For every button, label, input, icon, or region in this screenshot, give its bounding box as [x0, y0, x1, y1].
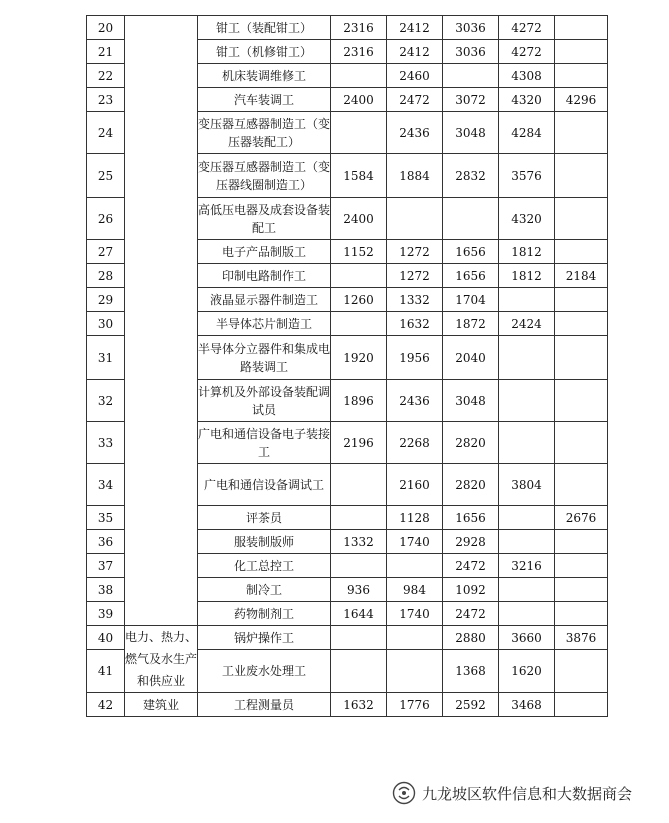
wage-value-cell	[499, 530, 555, 554]
wage-value-cell: 1260	[331, 288, 387, 312]
row-number: 40	[87, 626, 125, 650]
wage-value-cell: 2460	[387, 64, 443, 88]
row-number: 27	[87, 240, 125, 264]
occupation-name: 印制电路制作工	[198, 264, 331, 288]
row-number: 22	[87, 64, 125, 88]
wage-value-cell	[499, 602, 555, 626]
wage-value-cell: 1656	[443, 506, 499, 530]
wage-value-cell: 2820	[443, 422, 499, 464]
wage-value-cell: 1896	[331, 380, 387, 422]
industry-cell: 建筑业	[125, 693, 198, 717]
wage-value-cell: 1920	[331, 336, 387, 380]
wage-value-cell: 2040	[443, 336, 499, 380]
wage-table	[86, 15, 608, 717]
wage-value-cell: 2880	[443, 626, 499, 650]
wage-value-cell	[555, 198, 608, 240]
wage-value-cell	[555, 602, 608, 626]
wage-value-cell: 3216	[499, 554, 555, 578]
wage-value-cell: 2472	[443, 554, 499, 578]
wage-value-cell: 3804	[499, 464, 555, 506]
occupation-name: 高低压电器及成套设备装配工	[198, 198, 331, 240]
wage-value-cell	[555, 112, 608, 154]
wage-value-cell	[331, 506, 387, 530]
wage-value-cell: 984	[387, 578, 443, 602]
wage-value-cell	[555, 464, 608, 506]
wage-value-cell: 1740	[387, 602, 443, 626]
occupation-name: 钳工（机修钳工）	[198, 40, 331, 64]
occupation-name: 机床装调维修工	[198, 64, 331, 88]
wage-value-cell	[555, 154, 608, 198]
wage-value-cell	[499, 578, 555, 602]
row-number: 34	[87, 464, 125, 506]
row-number: 39	[87, 602, 125, 626]
row-number: 42	[87, 693, 125, 717]
wage-value-cell: 3072	[443, 88, 499, 112]
wage-value-cell: 4272	[499, 16, 555, 40]
wage-value-cell: 2820	[443, 464, 499, 506]
wage-value-cell: 3876	[555, 626, 608, 650]
wage-value-cell: 4320	[499, 88, 555, 112]
occupation-name: 半导体分立器件和集成电路装调工	[198, 336, 331, 380]
row-number: 20	[87, 16, 125, 40]
wage-value-cell: 1872	[443, 312, 499, 336]
wage-value-cell: 1128	[387, 506, 443, 530]
wage-value-cell: 2436	[387, 380, 443, 422]
table-row	[87, 693, 608, 717]
row-number: 28	[87, 264, 125, 288]
occupation-name: 液晶显示器件制造工	[198, 288, 331, 312]
wage-value-cell	[555, 288, 608, 312]
row-number: 26	[87, 198, 125, 240]
wage-value-cell: 1332	[387, 288, 443, 312]
occupation-name: 钳工（装配钳工）	[198, 16, 331, 40]
wage-value-cell	[499, 422, 555, 464]
wage-value-cell	[555, 650, 608, 693]
wage-value-cell	[499, 336, 555, 380]
footer-watermark	[392, 781, 632, 805]
footer-text: 九龙坡区软件信息和大数据商会	[422, 784, 633, 803]
wage-value-cell: 2184	[555, 264, 608, 288]
wage-value-cell: 4296	[555, 88, 608, 112]
wage-value-cell: 3468	[499, 693, 555, 717]
occupation-name: 变压器互感器制造工（变压器装配工）	[198, 112, 331, 154]
row-number: 29	[87, 288, 125, 312]
wage-value-cell: 3036	[443, 16, 499, 40]
wage-value-cell: 1272	[387, 264, 443, 288]
occupation-name: 广电和通信设备电子装接工	[198, 422, 331, 464]
wage-value-cell: 2436	[387, 112, 443, 154]
wage-value-cell	[555, 693, 608, 717]
table-body	[87, 16, 608, 717]
wage-value-cell	[331, 264, 387, 288]
occupation-name: 锅炉操作工	[198, 626, 331, 650]
wage-value-cell: 1368	[443, 650, 499, 693]
wage-value-cell: 2832	[443, 154, 499, 198]
wage-value-cell: 3660	[499, 626, 555, 650]
occupation-name: 汽车装调工	[198, 88, 331, 112]
occupation-name: 工业废水处理工	[198, 650, 331, 693]
wage-value-cell: 4320	[499, 198, 555, 240]
wage-value-cell: 2400	[331, 88, 387, 112]
wage-value-cell	[499, 288, 555, 312]
row-number: 24	[87, 112, 125, 154]
wage-value-cell: 936	[331, 578, 387, 602]
wage-value-cell	[387, 198, 443, 240]
wage-value-cell	[443, 64, 499, 88]
wage-value-cell	[331, 650, 387, 693]
wage-value-cell: 2268	[387, 422, 443, 464]
table-row	[87, 16, 608, 40]
wage-value-cell: 2592	[443, 693, 499, 717]
wage-value-cell	[555, 64, 608, 88]
row-number: 21	[87, 40, 125, 64]
row-number: 33	[87, 422, 125, 464]
wage-value-cell: 3048	[443, 112, 499, 154]
wage-value-cell: 2928	[443, 530, 499, 554]
row-number: 23	[87, 88, 125, 112]
wage-value-cell	[555, 40, 608, 64]
wage-value-cell	[555, 312, 608, 336]
row-number: 30	[87, 312, 125, 336]
wage-value-cell: 2316	[331, 40, 387, 64]
wage-value-cell	[387, 650, 443, 693]
wage-value-cell: 1272	[387, 240, 443, 264]
wage-value-cell: 1776	[387, 693, 443, 717]
row-number: 37	[87, 554, 125, 578]
wage-value-cell: 1584	[331, 154, 387, 198]
wage-value-cell	[555, 240, 608, 264]
wage-value-cell	[387, 554, 443, 578]
occupation-name: 工程测量员	[198, 693, 331, 717]
row-number: 31	[87, 336, 125, 380]
occupation-name: 制冷工	[198, 578, 331, 602]
table-row	[87, 626, 608, 650]
wage-value-cell: 1632	[387, 312, 443, 336]
wage-value-cell	[387, 626, 443, 650]
wage-value-cell: 2676	[555, 506, 608, 530]
wage-value-cell: 3576	[499, 154, 555, 198]
occupation-name: 计算机及外部设备装配调试员	[198, 380, 331, 422]
industry-cell: 电力、热力、燃气及水生产和供应业	[125, 626, 198, 693]
wage-value-cell: 1620	[499, 650, 555, 693]
wage-value-cell: 1656	[443, 240, 499, 264]
wage-value-cell	[331, 626, 387, 650]
occupation-name: 半导体芯片制造工	[198, 312, 331, 336]
wage-value-cell	[555, 380, 608, 422]
wage-value-cell	[331, 464, 387, 506]
wage-value-cell: 4308	[499, 64, 555, 88]
wage-value-cell: 3036	[443, 40, 499, 64]
wage-value-cell: 1632	[331, 693, 387, 717]
wage-value-cell	[331, 554, 387, 578]
wage-value-cell: 2412	[387, 40, 443, 64]
occupation-name: 服装制版师	[198, 530, 331, 554]
wage-value-cell: 1956	[387, 336, 443, 380]
row-number: 38	[87, 578, 125, 602]
row-number: 32	[87, 380, 125, 422]
row-number: 41	[87, 650, 125, 693]
occupation-name: 评茶员	[198, 506, 331, 530]
wage-value-cell	[555, 554, 608, 578]
wage-value-cell	[499, 506, 555, 530]
wage-value-cell	[555, 530, 608, 554]
row-number: 36	[87, 530, 125, 554]
occupation-name: 电子产品制版工	[198, 240, 331, 264]
wage-value-cell	[555, 16, 608, 40]
wage-value-cell	[331, 312, 387, 336]
occupation-name: 广电和通信设备调试工	[198, 464, 331, 506]
wage-value-cell: 1152	[331, 240, 387, 264]
wage-value-cell	[555, 336, 608, 380]
row-number: 35	[87, 506, 125, 530]
wage-value-cell: 2472	[443, 602, 499, 626]
wage-value-cell: 4272	[499, 40, 555, 64]
occupation-name: 变压器互感器制造工（变压器线圈制造工）	[198, 154, 331, 198]
wage-value-cell: 1884	[387, 154, 443, 198]
wage-value-cell	[499, 380, 555, 422]
row-number: 25	[87, 154, 125, 198]
wage-value-cell	[555, 578, 608, 602]
wage-value-cell	[331, 64, 387, 88]
wage-value-cell: 2316	[331, 16, 387, 40]
wage-value-cell: 1092	[443, 578, 499, 602]
wage-value-cell: 1704	[443, 288, 499, 312]
wechat-official-account-icon	[392, 781, 416, 805]
wage-value-cell: 1812	[499, 264, 555, 288]
occupation-name: 药物制剂工	[198, 602, 331, 626]
wage-value-cell	[443, 198, 499, 240]
wage-value-cell: 1656	[443, 264, 499, 288]
wage-value-cell	[555, 422, 608, 464]
wage-value-cell: 2424	[499, 312, 555, 336]
wage-value-cell: 2196	[331, 422, 387, 464]
wage-value-cell: 2412	[387, 16, 443, 40]
wage-value-cell: 2400	[331, 198, 387, 240]
occupation-name: 化工总控工	[198, 554, 331, 578]
wage-value-cell: 1812	[499, 240, 555, 264]
wage-value-cell	[331, 112, 387, 154]
wage-value-cell: 1644	[331, 602, 387, 626]
wage-value-cell: 1740	[387, 530, 443, 554]
wage-value-cell: 3048	[443, 380, 499, 422]
industry-cell	[125, 16, 198, 626]
wage-value-cell: 4284	[499, 112, 555, 154]
wage-value-cell: 2160	[387, 464, 443, 506]
wage-value-cell: 1332	[331, 530, 387, 554]
wage-value-cell: 2472	[387, 88, 443, 112]
